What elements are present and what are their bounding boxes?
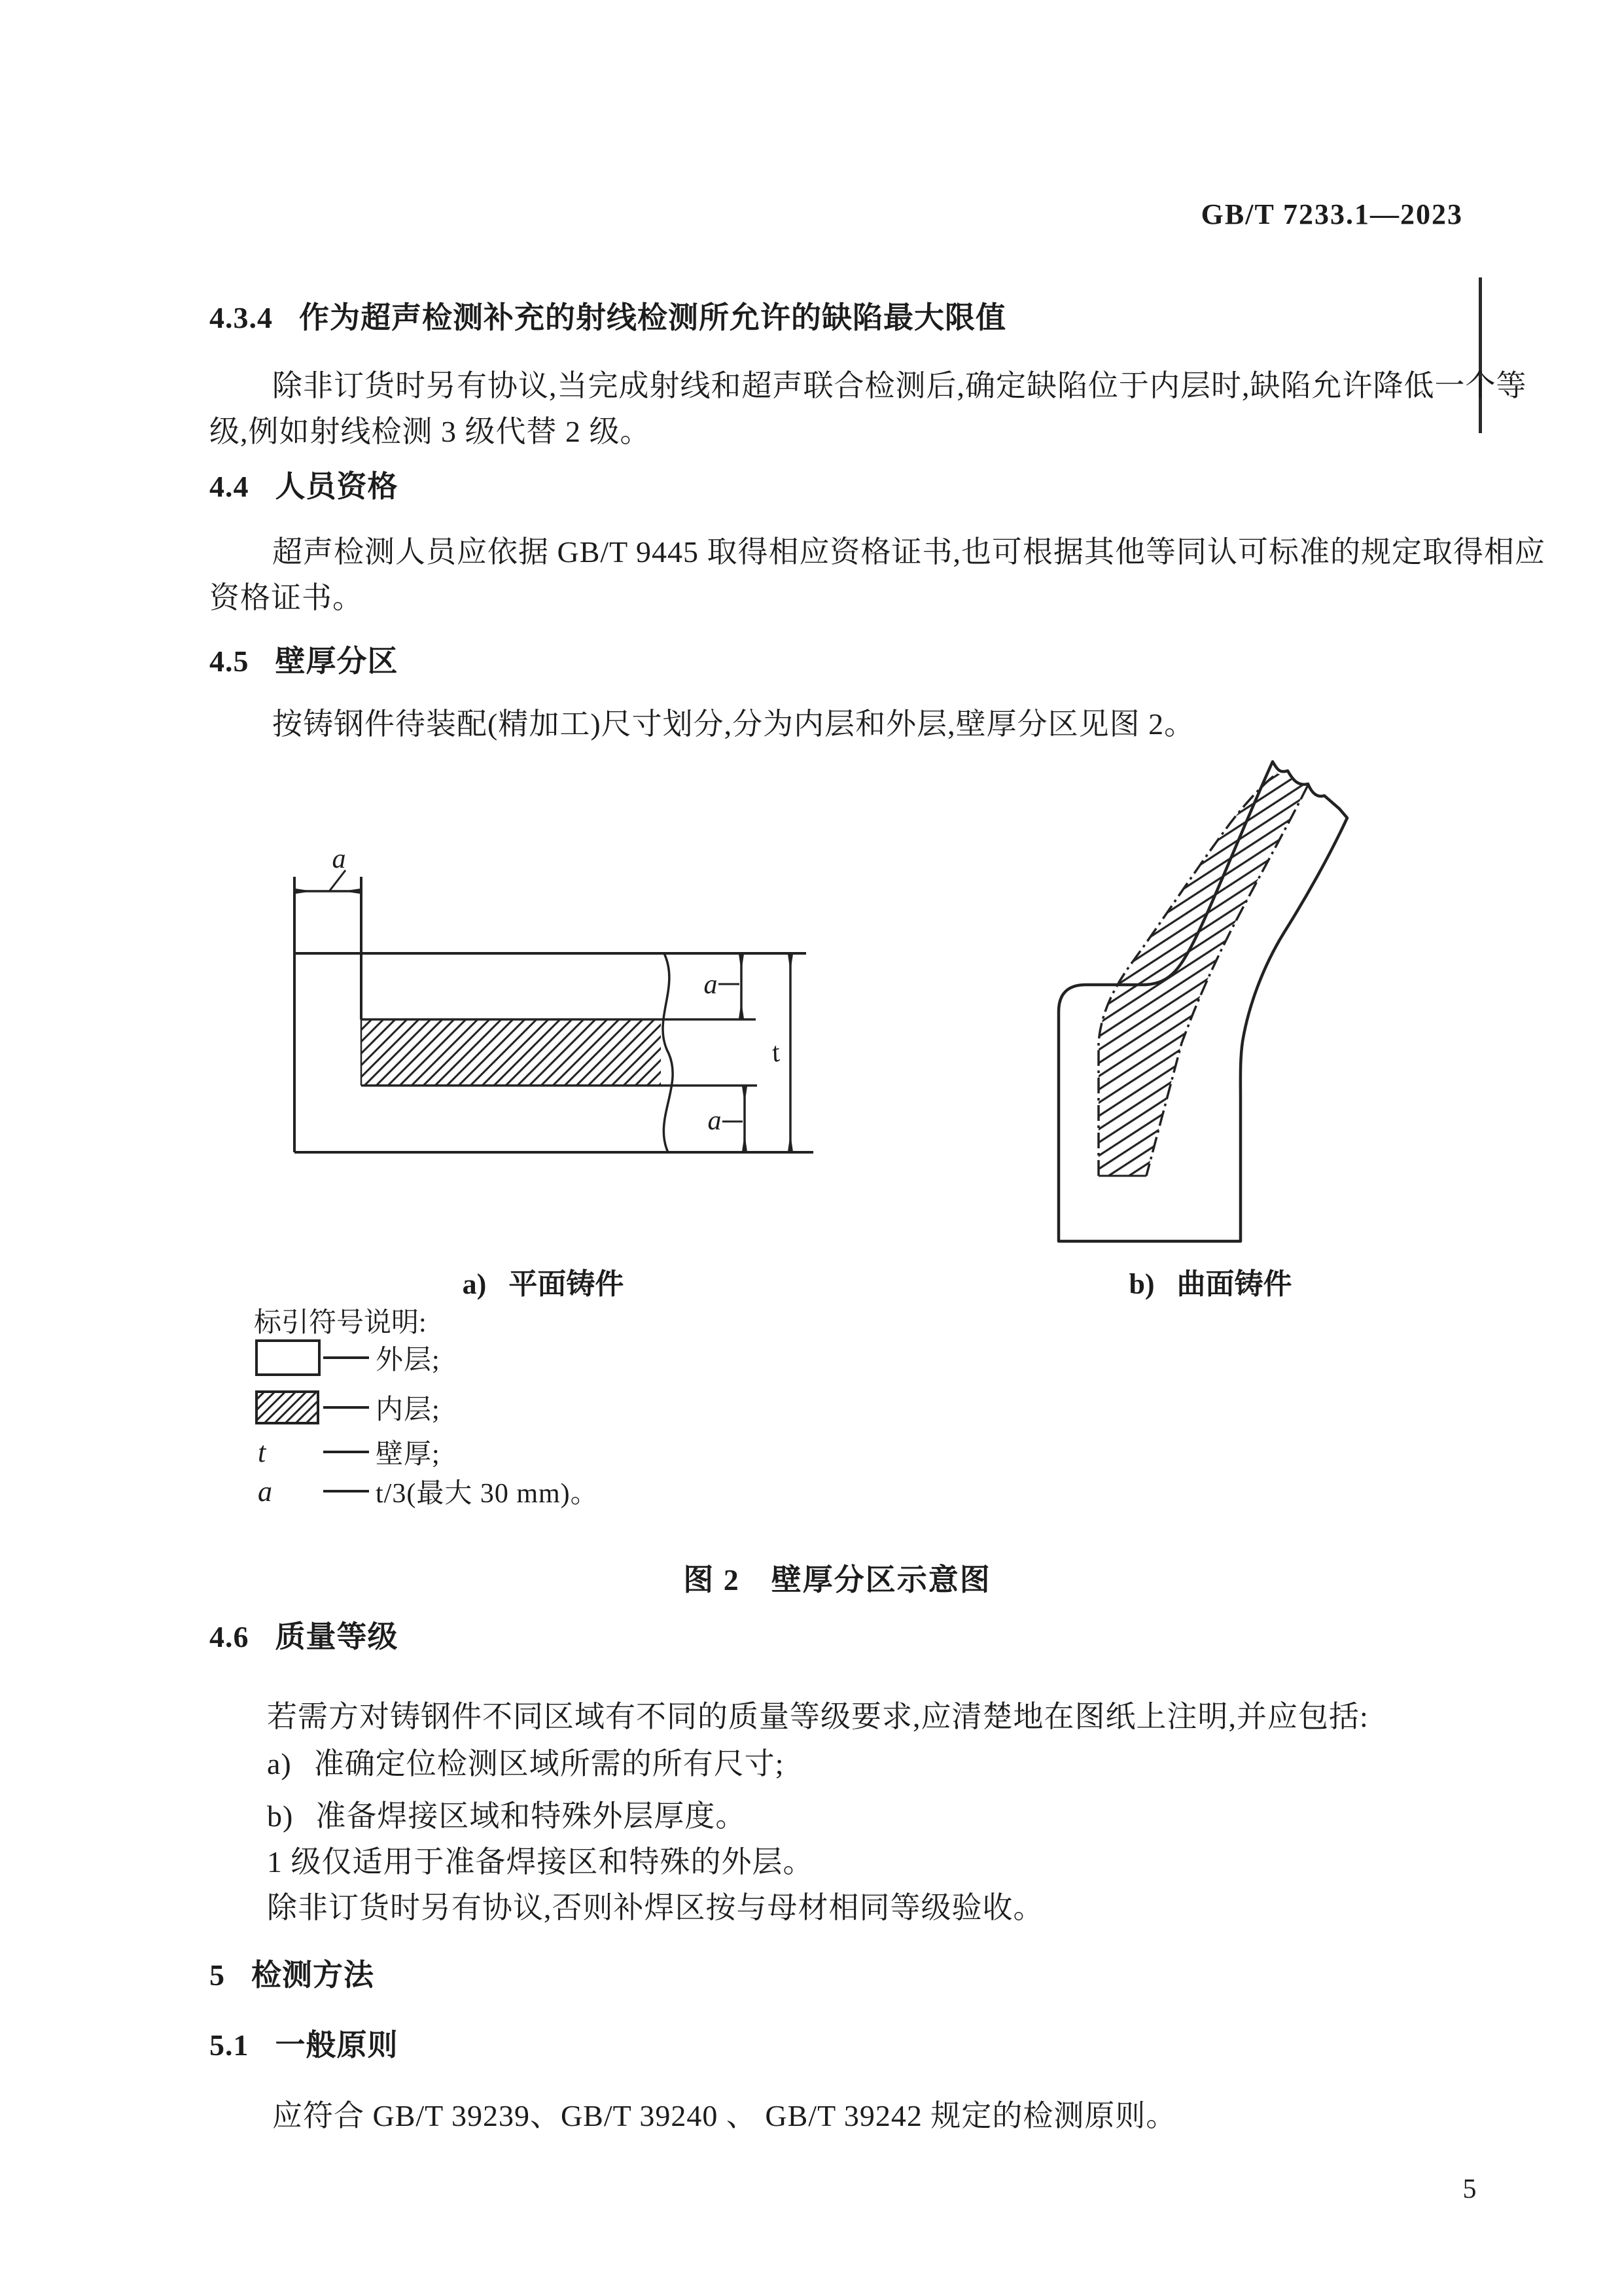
- legend-dash: [323, 1406, 369, 1409]
- dimension-label-a-upper: a: [703, 970, 718, 1000]
- list-item-text: 准确定位检测区域所需的所有尺寸;: [313, 1747, 785, 1780]
- figure-a-caption: [406, 1260, 680, 1302]
- legend-row-inner-layer: [255, 1390, 440, 1425]
- list-item-label: b): [267, 1799, 294, 1833]
- list-item-b: [267, 1798, 746, 1834]
- heading-number: 4.4: [209, 470, 249, 503]
- paragraph-line: 除非订货时另有协议,否则补焊区按与母材相同等级验收。: [267, 1891, 1044, 1924]
- figure-a-plane-casting-drawing: [288, 844, 824, 1171]
- heading-number: 5: [209, 1958, 225, 1992]
- legend-row-t: [255, 1434, 440, 1470]
- heading-4-4: [209, 468, 398, 504]
- legend-dash: [323, 1490, 369, 1492]
- legend-label: 壁厚;: [376, 1439, 440, 1470]
- heading-5-1: [209, 2027, 398, 2063]
- legend-dash: [323, 1356, 369, 1359]
- heading-number: 4.5: [209, 645, 249, 678]
- paragraph-line: 按铸钢件待装配(精加工)尺寸划分,分为内层和外层,壁厚分区见图 2。: [272, 707, 1195, 741]
- symbol-letter-t: t: [258, 1436, 266, 1468]
- legend-title: 标引符号说明:: [254, 1308, 427, 1338]
- caption-text: 平面铸件: [508, 1268, 624, 1300]
- change-bar: [1479, 277, 1482, 433]
- figure-2-caption: 图 2 壁厚分区示意图: [683, 1563, 991, 1597]
- heading-4-3-4: [209, 300, 1006, 336]
- heading-number: 5.1: [209, 2028, 249, 2062]
- break-wavy-line: [663, 953, 673, 1152]
- inner-layer-hatch: [361, 1019, 661, 1086]
- list-item-label: a): [267, 1747, 292, 1780]
- page-number: 5: [1462, 2174, 1477, 2204]
- heading-title: 一般原则: [275, 2028, 398, 2062]
- legend-dash: [323, 1451, 369, 1453]
- dimension-label-a-lower: a: [707, 1106, 722, 1136]
- heading-number: 4.3.4: [209, 301, 273, 334]
- heading-number: 4.6: [209, 1620, 249, 1653]
- dimension-label-a-top: a: [332, 844, 346, 874]
- paragraph-line: 应符合 GB/T 39239、GB/T 39240 、 GB/T 39242 规定的检测原则。: [272, 2099, 1177, 2132]
- figure-b-curved-casting-drawing: [1047, 752, 1361, 1250]
- heading-title: 检测方法: [251, 1958, 374, 1992]
- heading-5: [209, 1957, 374, 1993]
- standard-number-header: GB/T 7233.1—2023: [1201, 198, 1463, 230]
- figure-b-caption: [1073, 1260, 1348, 1302]
- legend-label: t/3(最大 30 mm)。: [376, 1479, 599, 1509]
- symbol-letter-a: a: [258, 1475, 272, 1508]
- caption-text: 曲面铸件: [1176, 1268, 1292, 1300]
- heading-title: 壁厚分区: [275, 645, 398, 678]
- inner-layer-swatch: [255, 1390, 321, 1424]
- heading-title: 质量等级: [275, 1620, 398, 1653]
- paragraph-line: 资格证书。: [209, 581, 363, 614]
- heading-title: 人员资格: [275, 470, 398, 503]
- caption-label: a): [462, 1268, 487, 1300]
- paragraph-line: 1 级仅适用于准备焊接区和特殊的外层。: [267, 1845, 814, 1879]
- dimension-label-t: t: [768, 1037, 783, 1069]
- legend-row-a: [255, 1474, 599, 1509]
- inner-layer-hatch: [1099, 773, 1308, 1176]
- list-item-text: 准备焊接区域和特殊外层厚度。: [315, 1799, 747, 1833]
- legend-label: 外层;: [376, 1345, 440, 1375]
- legend-row-outer-layer: [255, 1340, 440, 1375]
- heading-4-6: [209, 1619, 398, 1655]
- heading-title: 作为超声检测补充的射线检测所允许的缺陷最大限值: [299, 301, 1006, 334]
- paragraph-line: 若需方对铸钢件不同区域有不同的质量等级要求,应清楚地在图纸上注明,并应包括:: [267, 1700, 1369, 1733]
- list-item-a: [267, 1746, 785, 1782]
- paragraph-line: 超声检测人员应依据 GB/T 9445 取得相应资格证书,也可根据其他等同认可标准的规定取得相应: [272, 535, 1545, 569]
- legend-label: 内层;: [376, 1395, 440, 1425]
- outer-layer-swatch: [255, 1339, 321, 1376]
- paragraph-line: 除非订货时另有协议,当完成射线和超声联合检测后,确定缺陷位于内层时,缺陷允许降低一个等: [272, 369, 1527, 402]
- caption-label: b): [1129, 1268, 1155, 1300]
- paragraph-line: 级,例如射线检测 3 级代替 2 级。: [209, 415, 651, 448]
- heading-4-5: [209, 643, 398, 679]
